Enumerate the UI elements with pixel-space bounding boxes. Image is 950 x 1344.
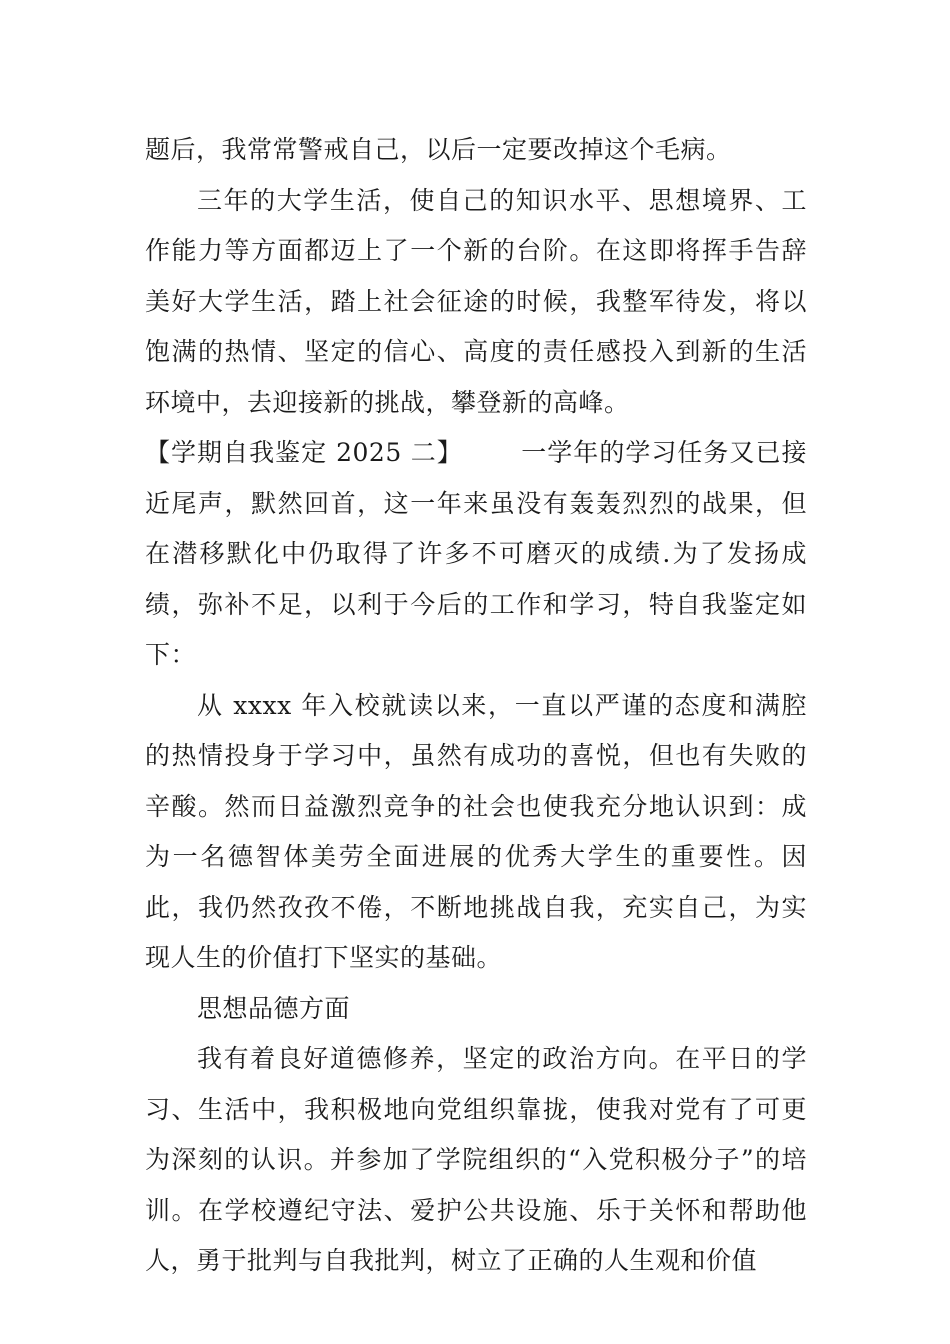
- paragraph-3: [145, 428, 807, 681]
- paragraph-3-text: 一学年的学习任务又已接近尾声，默然回首，这一年来虽没有轰轰烈烈的战果，但在潜移默化中仍取得了许多不可磨灭的成绩.为了发扬成绩，弥补不足，以利于今后的工作和学习，特自我鉴定如下：: [145, 438, 807, 669]
- paragraph-1: 题后，我常常警戒自己，以后一定要改掉这个毛病。: [145, 135, 732, 164]
- paragraph-4: 从 xxxx 年入校就读以来，一直以严谨的态度和满腔的热情投身于学习中，虽然有成功的喜悦，但也有失败的辛酸。然而日益激烈竞争的社会也使我充分地认识到：成为一名德智体美劳全面进展的优秀大学生的重要性。因此，我仍然孜孜不倦，不断地挑战自我，充实自己，为实现人生的价值打下坚实的基础。: [145, 690, 807, 972]
- section-heading: 【学期自我鉴定 2025 二】: [145, 438, 463, 467]
- document-body: [145, 125, 807, 1287]
- subheading-moral: 思想品德方面: [197, 993, 351, 1023]
- paragraph-6: 我有着良好道德修养，坚定的政治方向。在平日的学习、生活中，我积极地向党组织靠拢，使我对党有了可更为深刻的认识。并参加了学院组织的“入党积极分子”的培训。在学校遵纪守法、爱护公共设施、乐于关怀和帮助他人，勇于批判与自我批判，树立了正确的人生观和价值: [145, 1044, 807, 1275]
- paragraph-2: 三年的大学生活，使自己的知识水平、思想境界、工作能力等方面都迈上了一个新的台阶。在这即将挥手告辞美好大学生活，踏上社会征途的时候，我整军待发，将以饱满的热情、坚定的信心、高度的责任感投入到新的生活环境中，去迎接新的挑战，攀登新的高峰。: [145, 185, 807, 417]
